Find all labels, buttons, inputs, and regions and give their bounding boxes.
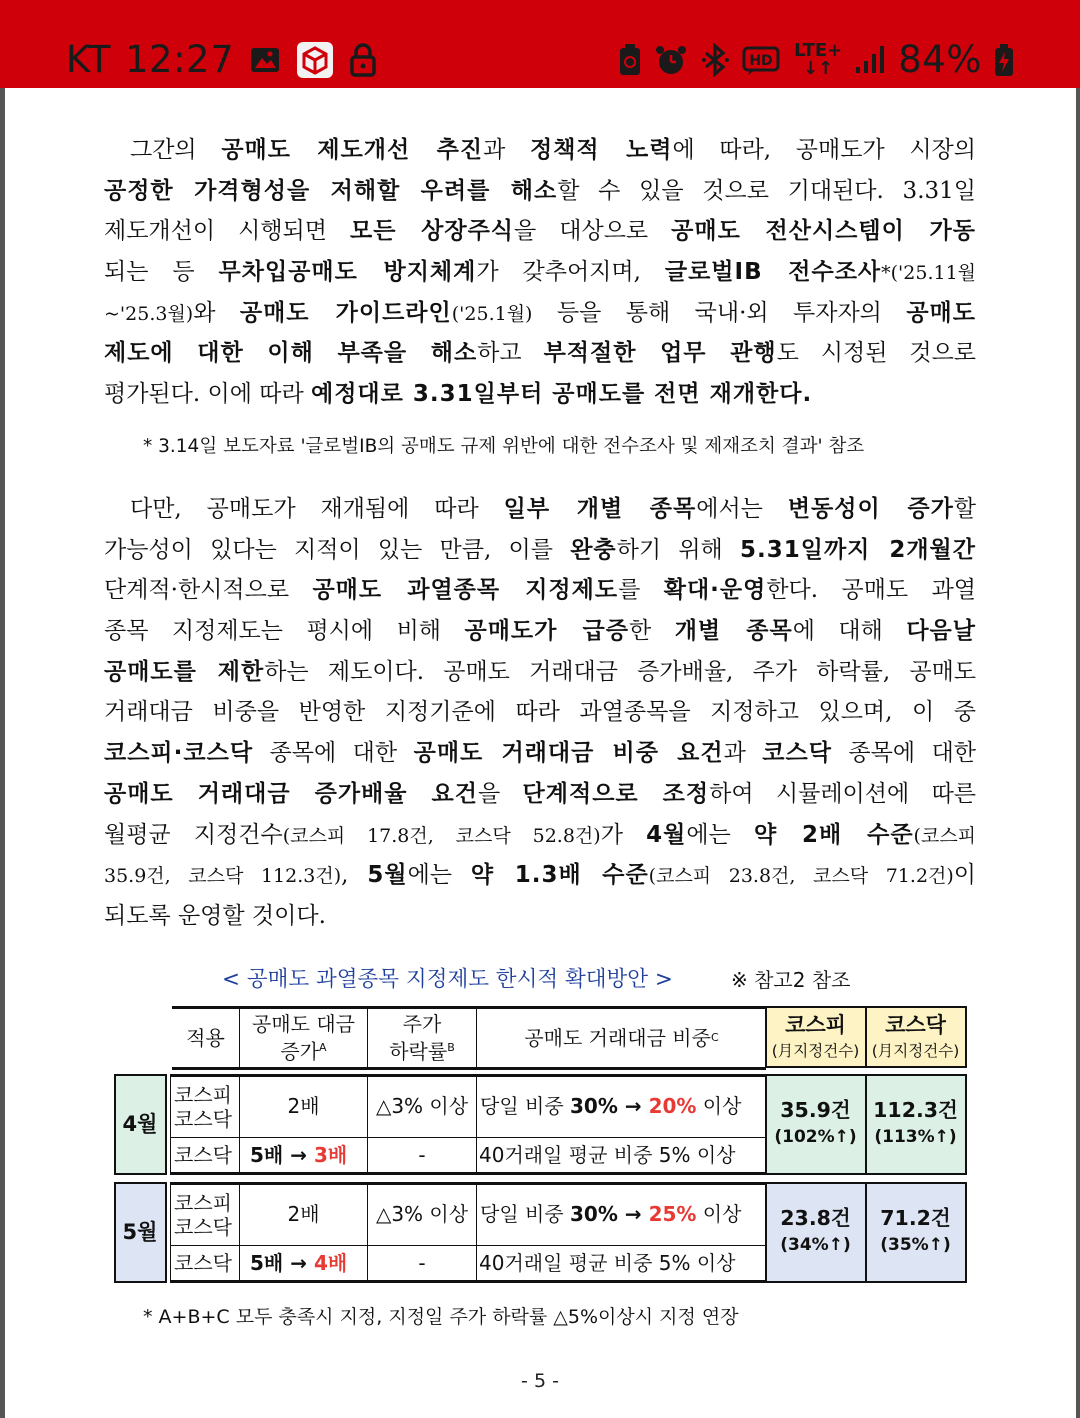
emphasis: 5.31일까지 2개월간 xyxy=(740,536,976,563)
text-line: 거래대금 비중을 반영한 지정기준에 따라 과열종목을 지정하고 있으며, 이 중 xyxy=(104,699,976,726)
market-cell: 코스닥 xyxy=(174,1143,232,1167)
emphasis: 공매도 가이드라인 xyxy=(239,299,452,326)
header-kosdaq: 코스닥 (月지정건수) xyxy=(865,1006,967,1068)
battery-percent: 84% xyxy=(898,38,982,81)
table-reference: ※ 참고2 참조 xyxy=(731,968,851,992)
battery-charging-icon xyxy=(994,43,1014,77)
text-line: 가능성이 있다는 지적이 있는 만큼, 이를 완충하기 위해 5.31일까지 2개월간 xyxy=(104,536,976,563)
decline-cell: △3% 이상 xyxy=(375,1202,469,1226)
month-label: 5월 xyxy=(114,1182,167,1283)
text-line: 제도에 대한 이해 부족을 해소하고 부적절한 업무 관행도 시정된 것으로 xyxy=(104,340,977,367)
market-cell: 코스피 코스닥 xyxy=(174,1083,232,1131)
svg-text:HD: HD xyxy=(749,53,773,69)
emphasis: 일부 개별 종목 xyxy=(503,496,697,522)
emphasis: 공매도 xyxy=(906,299,976,326)
header-b: 주가 하락률$^B$ xyxy=(389,1011,455,1064)
emphasis: 모든 상장주식 xyxy=(350,218,515,245)
emphasis: 코스피·코스닥 xyxy=(104,740,254,767)
ratio-cell: 40거래일 평균 비중 5% 이상 xyxy=(479,1251,736,1275)
emphasis: 공정한 가격형성을 저해할 우려를 해소 xyxy=(104,177,558,204)
decline-cell: - xyxy=(418,1143,426,1167)
header-kospi: 코스피 (月지정건수) xyxy=(765,1006,867,1068)
text-line: 공정한 가격형성을 저해할 우려를 해소할 수 있을 것으로 기대된다. 3.31일 xyxy=(104,177,976,204)
text-line: 단계적·한시적으로 공매도 과열종목 지정제도를 확대·운영한다. 공매도 과열 xyxy=(104,577,977,604)
kosdaq-count-cell: 112.3건 (113%↑) xyxy=(865,1074,967,1175)
decline-cell: △3% 이상 xyxy=(375,1094,469,1118)
emphasis: 예정대로 3.31일부터 공매도를 전면 재개한다. xyxy=(311,381,813,408)
ratio-cell: 40거래일 평균 비중 5% 이상 xyxy=(479,1143,736,1167)
increase-cell: 2배 xyxy=(287,1094,320,1118)
text-line: 공매도를 제한하는 제도이다. 공매도 거래대금 증가배율, 주가 하락률, 공매도 xyxy=(104,658,976,685)
increase-cell: 2배 xyxy=(287,1202,320,1226)
emphasis: 공매도 거래대금 비중 요건 xyxy=(413,740,724,767)
emphasis: 약 1.3배 수준 xyxy=(470,862,649,889)
paragraph-overheated-stocks xyxy=(104,489,976,937)
kosdaq-count-cell: 71.2건 (35%↑) xyxy=(865,1182,967,1283)
page-number: - 5 - xyxy=(521,1370,559,1392)
header-c: 공매도 거래대금 비중 C xyxy=(524,1025,719,1050)
text-line: 되는 등 무차입공매도 방지체계가 갖추어지며, 글로벌IB 전수조사*('25.11월 xyxy=(104,259,977,286)
text-line: 코스피·코스닥 종목에 대한 공매도 거래대금 비중 요건과 코스닥 종목에 대한 xyxy=(104,740,977,767)
text-line: ~'25.3월)와 공매도 가이드라인('25.1월) 등을 통해 국내·외 투자자의 공매도 xyxy=(104,299,976,326)
month-label: 4월 xyxy=(114,1074,167,1175)
text-line: 되도록 운영할 것이다. xyxy=(104,902,326,929)
emphasis: 다음날 xyxy=(906,618,976,645)
table-note: * A+B+C 모두 충족시 지정, 지정일 주가 하락률 △5%이상시 지정 연장 xyxy=(143,1306,739,1328)
paragraph-resumption xyxy=(104,130,976,415)
kospi-count-cell: 23.8건 (34%↑) xyxy=(765,1182,867,1283)
emphasis: 완충 xyxy=(570,536,617,563)
clock: 12:27 xyxy=(125,38,235,81)
image-icon xyxy=(248,43,282,77)
emphasis: 4월 xyxy=(646,821,687,848)
emphasis: 공매도 전산시스템이 가동 xyxy=(671,218,976,245)
text-line: 다만, 공매도가 재개됨에 따라 일부 개별 종목에서는 변동성이 증가할 xyxy=(130,496,977,522)
page-edge-left xyxy=(0,88,5,1418)
text-line: 종목 지정제도는 평시에 비해 공매도가 급증한 개별 종목에 대해 다음날 xyxy=(104,618,976,645)
text-line: 평가된다. 이에 따라 예정대로 3.31일부터 공매도를 전면 재개한다. xyxy=(104,381,813,408)
status-bar xyxy=(0,0,1080,88)
kospi-count-cell: 35.9건 (102%↑) xyxy=(765,1074,867,1175)
emphasis: 단계적으로 조정 xyxy=(522,780,710,807)
alarm-icon xyxy=(654,43,688,77)
emphasis: 공매도가 급증 xyxy=(464,618,629,645)
increase-cell: 5배 → 4배 xyxy=(250,1251,348,1275)
header-a: 공매도 대금 증가$^A$ xyxy=(252,1011,355,1064)
ratio-cell: 당일 비중 30% → 20% 이상 xyxy=(480,1094,742,1118)
hd-voice-icon xyxy=(742,43,782,77)
emphasis: 제도에 대한 이해 부족을 해소 xyxy=(104,340,478,367)
emphasis: 변동성이 증가 xyxy=(787,496,954,522)
battery-saver-icon xyxy=(618,43,642,77)
market-cell: 코스닥 xyxy=(174,1251,232,1275)
text-line: 공매도 거래대금 증가배율 요건을 단계적으로 조정하여 시뮬레이션에 따른 xyxy=(104,780,976,807)
decline-cell: - xyxy=(418,1251,426,1275)
ratio-cell: 당일 비중 30% → 25% 이상 xyxy=(480,1202,742,1226)
app-icon xyxy=(296,41,334,79)
emphasis: 공매도를 제한 xyxy=(104,658,265,685)
emphasis: 부적절한 업무 관행 xyxy=(543,340,777,367)
emphasis: 코스닥 xyxy=(762,740,832,767)
text-line: 그간의 공매도 제도개선 추진과 정책적 노력에 따라, 공매도가 시장의 xyxy=(130,137,976,163)
text-line: 35.9건, 코스닥 112.3건), 5월에는 약 1.3배 수준(코스피 23.8건, 코스닥 71.2건)이 xyxy=(104,862,977,889)
emphasis: 정책적 노력 xyxy=(529,137,673,163)
text-line: 월평균 지정건수(코스피 17.8건, 코스닥 52.8건)가 4월에는 약 2배 수준(코스피 xyxy=(104,821,977,848)
emphasis: 공매도 과열종목 지정제도 xyxy=(312,577,619,604)
emphasis: 글로벌IB 전수조사 xyxy=(664,259,882,286)
footnote-press-release: * 3.14일 보도자료 '글로벌IB의 공매도 규제 위반에 대한 전수조사 및 제재조치 결과' 참조 xyxy=(143,436,865,457)
signal-icon xyxy=(854,43,886,77)
bluetooth-icon xyxy=(700,43,730,77)
lock-icon xyxy=(348,42,378,78)
emphasis: 공매도 거래대금 증가배율 요건 xyxy=(104,780,478,807)
text-line: 제도개선이 시행되면 모든 상장주식을 대상으로 공매도 전산시스템이 가동 xyxy=(104,218,976,245)
emphasis: 개별 종목 xyxy=(674,618,793,645)
emphasis: 약 2배 수준 xyxy=(753,821,914,848)
emphasis: 확대·운영 xyxy=(663,577,767,604)
market-cell: 코스피 코스닥 xyxy=(174,1191,232,1239)
table-title: < 공매도 과열종목 지정제도 한시적 확대방안 > xyxy=(222,967,673,992)
increase-cell: 5배 → 3배 xyxy=(250,1143,348,1167)
emphasis: 5월 xyxy=(367,862,408,889)
emphasis: 공매도 제도개선 추진 xyxy=(221,137,484,163)
lte-icon: LTE+ ↓↑ xyxy=(794,40,843,79)
carrier-label: KT xyxy=(66,38,111,81)
page-edge-right xyxy=(1076,88,1080,1418)
emphasis: 무차입공매도 방지체계 xyxy=(218,259,477,286)
header-apply: 적용 xyxy=(186,1025,225,1050)
